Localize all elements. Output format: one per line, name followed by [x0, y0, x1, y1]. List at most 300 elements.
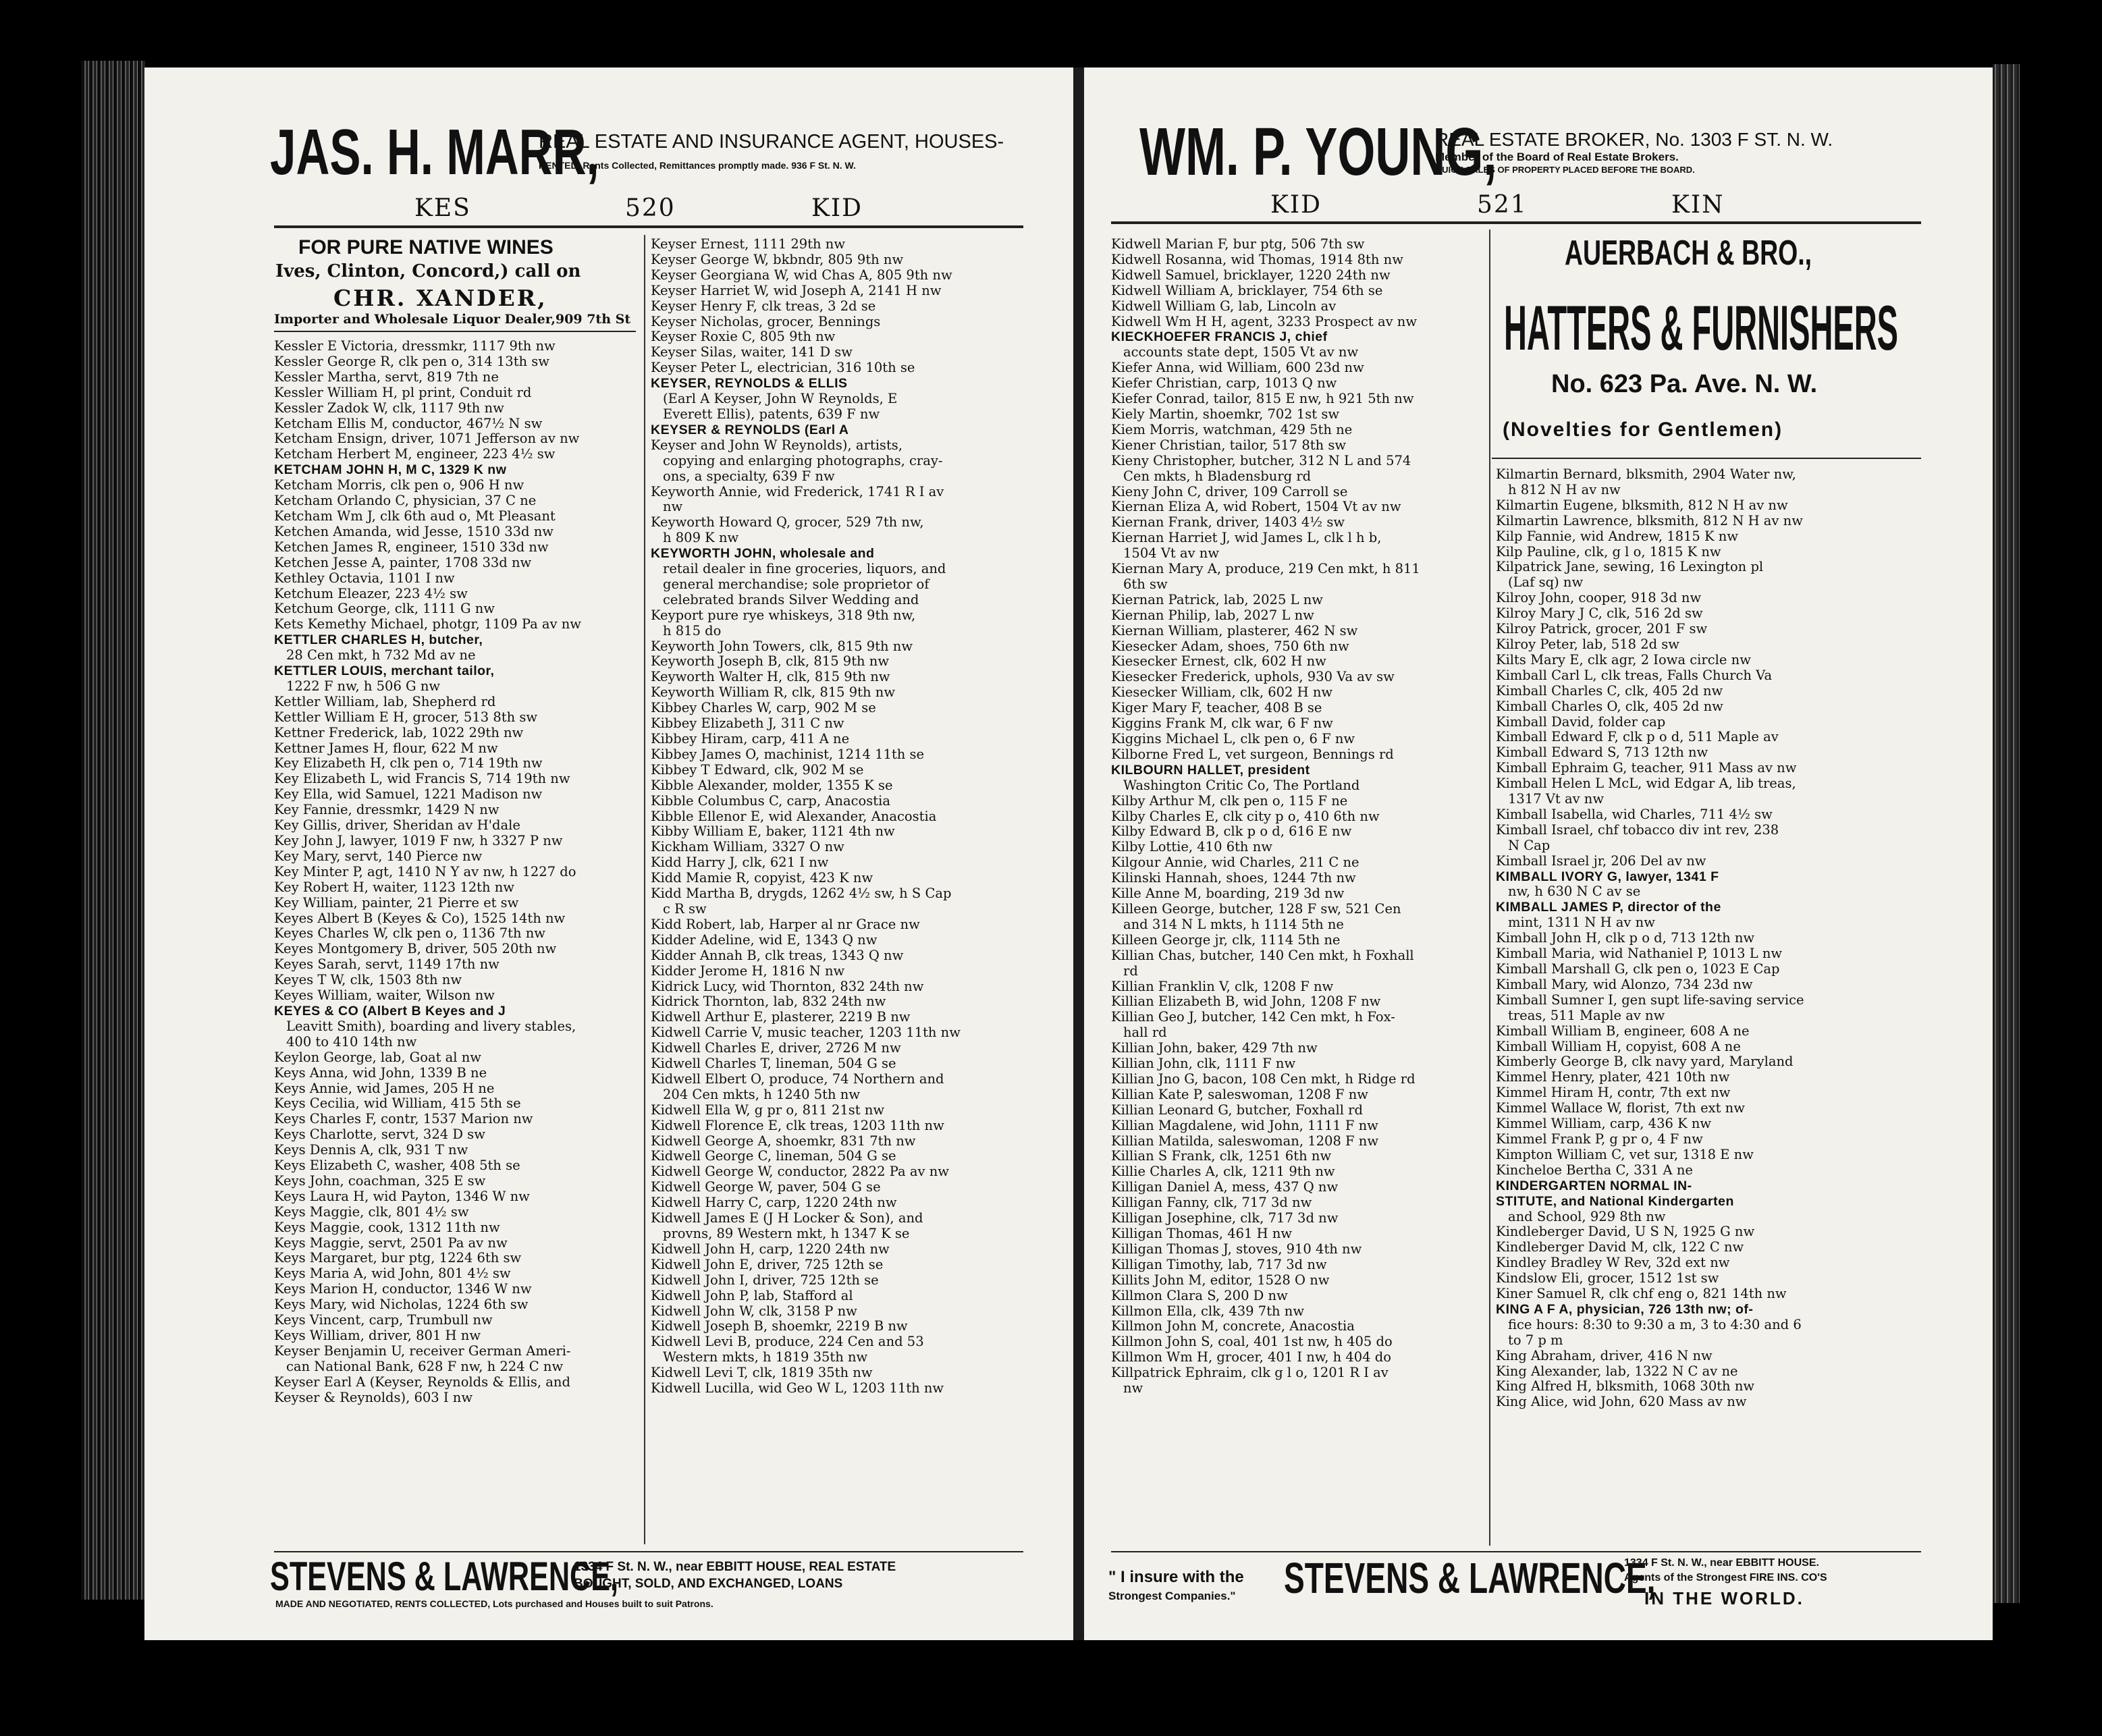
directory-line: KEYES & CO (Albert B Keyes and J — [274, 1003, 506, 1019]
directory-line: Kidwell George W, conductor, 2822 Pa av nw — [651, 1164, 949, 1180]
directory-line: nw — [1123, 1380, 1143, 1396]
directory-line: Killian Elizabeth B, wid John, 1208 F nw — [1111, 994, 1381, 1010]
directory-line: Kilmartin Bernard, blksmith, 2904 Water nw, — [1496, 466, 1796, 482]
directory-line: h 815 do — [663, 622, 722, 639]
directory-line: Keyes Charles W, clk pen o, 1136 7th nw — [274, 925, 545, 942]
directory-line: Ketchum George, clk, 1111 G nw — [274, 601, 495, 617]
directory-line: celebrated brands Silver Wedding and — [663, 591, 919, 607]
directory-line: Keyport pure rye whiskeys, 318 9th nw, — [651, 607, 916, 623]
directory-line: Kidwell John P, lab, Stafford al — [651, 1287, 853, 1303]
directory-line: Kidd Martha B, drygds, 1262 4½ sw, h S Cap — [651, 886, 952, 902]
directory-line: 400 to 410 14th nw — [286, 1033, 417, 1050]
directory-line: Key Elizabeth L, wid Francis S, 714 19th nw — [274, 771, 570, 787]
directory-line: Kibble Alexander, molder, 1355 K se — [651, 777, 893, 793]
directory-line: Killmon Ella, clk, 439 7th nw — [1111, 1303, 1305, 1319]
directory-line: 6th sw — [1123, 576, 1168, 592]
directory-line: Kimball Carl L, clk treas, Falls Church Va — [1496, 667, 1773, 683]
directory-line: Keys Charlotte, servt, 324 D sw — [274, 1127, 485, 1143]
directory-line: Kiesecker Frederick, uphols, 930 Va av sw — [1111, 669, 1395, 685]
directory-line: Killigan Thomas, 461 H nw — [1111, 1226, 1293, 1241]
directory-line: Kilinski Hannah, shoes, 1244 7th nw — [1111, 870, 1356, 886]
ad-line: CHR. XANDER, — [333, 285, 547, 311]
directory-line: Kidwell Lucilla, wid Geo W L, 1203 11th nw — [651, 1380, 944, 1396]
directory-line: (Laf sq) nw — [1508, 574, 1584, 591]
directory-line: Kidwell George A, shoemkr, 831 7th nw — [651, 1133, 916, 1149]
directory-line: Key Ella, wid Samuel, 1221 Madison nw — [274, 786, 543, 803]
directory-line: Killmon John S, coal, 401 1st nw, h 405 do — [1111, 1334, 1393, 1350]
directory-line: Killits John M, editor, 1528 O nw — [1111, 1272, 1330, 1288]
directory-line: Kincheloe Bertha C, 331 A ne — [1496, 1162, 1693, 1178]
directory-line: KEYSER & REYNOLDS (Earl A — [651, 422, 849, 437]
directory-line: Keyser Georgiana W, wid Chas A, 805 9th nw — [651, 267, 952, 283]
header-ad-line: QUICK SALES OF PROPERTY PLACED BEFORE THE BOARD. — [1435, 165, 1695, 175]
directory-line: Kimball Helen L McL, wid Edgar A, lib treas, — [1496, 776, 1796, 792]
directory-line: Kidder Adeline, wid E, 1343 Q nw — [651, 931, 878, 948]
directory-line: Keyser George W, bkbndr, 805 9th nw — [651, 251, 904, 267]
directory-line: Keyworth Annie, wid Frederick, 1741 R I av — [651, 483, 944, 499]
directory-line: KETCHAM JOHN H, M C, 1329 K nw — [274, 462, 507, 478]
directory-line: c R sw — [663, 900, 707, 917]
directory-line: Kets Kemethy Michael, photgr, 1109 Pa av nw — [274, 616, 581, 632]
directory-line: Killian Chas, butcher, 140 Cen mkt, h Foxhall — [1111, 947, 1414, 963]
directory-line: Killian Jno G, bacon, 108 Cen mkt, h Ridge rd — [1111, 1070, 1416, 1087]
directory-line: Kibbey James O, machinist, 1214 11th se — [651, 746, 925, 762]
footer-ad-line: 1334 F St. N. W., near EBBITT HOUSE. — [1624, 1557, 1819, 1569]
footer-advertiser-name: STEVENS & LAWRENCE, — [270, 1554, 619, 1599]
directory-line: Keylon George, lab, Goat al nw — [274, 1049, 481, 1065]
directory-line: Kimball Maria, wid Nathaniel P, 1013 L nw — [1496, 946, 1783, 962]
directory-line: Key Robert H, waiter, 1123 12th nw — [274, 879, 514, 895]
directory-line: Kimmel Frank P, g pr o, 4 F nw — [1496, 1131, 1703, 1147]
directory-line: Kethley Octavia, 1101 I nw — [274, 570, 455, 586]
directory-line: Keys Margaret, bur ptg, 1224 6th sw — [274, 1250, 522, 1266]
directory-line: Kimball Edward F, clk p o d, 511 Maple av — [1496, 729, 1779, 745]
directory-line: Kilmartin Eugene, blksmith, 812 N H av nw — [1496, 497, 1788, 513]
directory-line: Kidwell John I, driver, 725 12th se — [651, 1272, 879, 1288]
directory-line: copying and enlarging photographs, cray- — [663, 452, 943, 468]
directory-line: Kettner Frederick, lab, 1022 29th nw — [274, 724, 524, 740]
directory-line: Kidwell Marian F, bur ptg, 506 7th sw — [1111, 236, 1365, 252]
directory-line: Kidwell John W, clk, 3158 P nw — [651, 1303, 857, 1319]
directory-line: Kilby Lottie, 410 6th nw — [1111, 839, 1272, 855]
footer-quote: " I insure with the — [1108, 1568, 1244, 1586]
directory-line: Leavitt Smith), boarding and livery stables, — [286, 1018, 576, 1034]
listing-column — [1496, 467, 1804, 1410]
directory-line: Killeen George, butcher, 128 F sw, 521 Cen — [1111, 900, 1401, 917]
directory-line: Killigan Thomas J, stoves, 910 4th nw — [1111, 1241, 1362, 1257]
directory-line: Ketcham Wm J, clk 6th aud o, Mt Pleasant — [274, 508, 556, 524]
directory-line: rd — [1123, 962, 1138, 979]
directory-line: Kilmartin Lawrence, blksmith, 812 N H av nw — [1496, 512, 1803, 528]
directory-line: Key Mary, servt, 140 Pierce nw — [274, 848, 483, 864]
directory-line: Kidwell Rosanna, wid Thomas, 1914 8th nw — [1111, 251, 1403, 267]
directory-line: Kiernan Eliza A, wid Robert, 1504 Vt av nw — [1111, 499, 1401, 515]
ad-line: (Novelties for Gentlemen) — [1503, 418, 1783, 441]
directory-line: Kindleberger David, U S N, 1925 G nw — [1496, 1224, 1755, 1240]
directory-line: Keyser Benjamin U, receiver German Ameri- — [274, 1342, 571, 1359]
directory-line: mint, 1311 N H av nw — [1508, 915, 1655, 931]
running-head-right: KIN — [1671, 191, 1725, 219]
directory-line: Keys William, driver, 801 H nw — [274, 1328, 481, 1343]
directory-line: Keys Maggie, servt, 2501 Pa av nw — [274, 1235, 508, 1251]
directory-line: Kiernan Patrick, lab, 2025 L nw — [1111, 591, 1323, 607]
directory-line: 28 Cen mkt, h 732 Md av ne — [286, 647, 476, 663]
footer-ad-line: 1334 F St. N. W., near EBBITT HOUSE, REAL ESTATE — [574, 1560, 896, 1574]
directory-line: KEYWORTH JOHN, wholesale and — [651, 546, 875, 562]
directory-line: Kindslow Eli, grocer, 1512 1st sw — [1496, 1270, 1719, 1286]
directory-line: provns, 89 Western mkt, h 1347 K se — [663, 1226, 910, 1241]
directory-line: Killian Franklin V, clk, 1208 F nw — [1111, 978, 1334, 994]
listing-column — [1111, 237, 1420, 1396]
running-head-right: KID — [811, 194, 863, 222]
directory-line: Ketchen Amanda, wid Jesse, 1510 33d nw — [274, 523, 554, 539]
directory-line: Kiernan Philip, lab, 2027 L nw — [1111, 607, 1314, 623]
directory-line: Killian Kate P, saleswoman, 1208 F nw — [1111, 1086, 1368, 1102]
footer-advertiser-name: STEVENS & LAWRENCE, — [1284, 1554, 1656, 1602]
directory-line: Kidwell Charles T, lineman, 504 G se — [651, 1056, 896, 1072]
directory-line: Ketcham Morris, clk pen o, 906 H nw — [274, 477, 524, 493]
running-head-left: KES — [414, 194, 471, 222]
directory-line: Key William, painter, 21 Pierre et sw — [274, 894, 519, 911]
directory-line: Keyser Earl A (Keyser, Reynolds & Ellis, and — [274, 1374, 570, 1390]
directory-line: Keyser Henry F, clk treas, 3 2d se — [651, 298, 876, 314]
directory-line: Ketchen Jesse A, painter, 1708 33d nw — [274, 554, 532, 570]
directory-line: Keys Cecilia, wid William, 415 5th se — [274, 1095, 521, 1112]
directory-line: Kiesecker William, clk, 602 H nw — [1111, 684, 1333, 701]
directory-line: Killian S Frank, clk, 1251 6th nw — [1111, 1148, 1332, 1164]
directory-line: Cen mkts, h Bladensburg rd — [1123, 468, 1312, 484]
directory-line: Key Fannie, dressmkr, 1429 N nw — [274, 802, 500, 818]
directory-line: Kilts Mary E, clk agr, 2 Iowa circle nw — [1496, 651, 1751, 668]
directory-line: Killmon Wm H, grocer, 401 I nw, h 404 do — [1111, 1349, 1392, 1365]
directory-line: Ketcham Ensign, driver, 1071 Jefferson av nw — [274, 431, 580, 447]
directory-line: Keys Mary, wid Nicholas, 1224 6th sw — [274, 1297, 529, 1313]
directory-line: Keys Annie, wid James, 205 H ne — [274, 1080, 495, 1096]
directory-line: Kimball Charles O, clk, 405 2d nw — [1496, 698, 1723, 714]
directory-line: Killigan Timothy, lab, 717 3d nw — [1111, 1256, 1327, 1272]
footer-ad-line: Agents of the Strongest FIRE INS. CO'S — [1624, 1572, 1827, 1583]
directory-line: Kiefer Anna, wid William, 600 23d nw — [1111, 360, 1364, 376]
directory-line: Kilby Edward B, clk p o d, 616 E nw — [1111, 823, 1352, 840]
directory-line: Kilgour Annie, wid Charles, 211 C ne — [1111, 855, 1359, 871]
directory-line: Kibbey Hiram, carp, 411 A ne — [651, 731, 850, 747]
page-number: 521 — [1477, 191, 1528, 219]
directory-line: Kilpatrick Jane, sewing, 16 Lexington pl — [1496, 559, 1764, 575]
directory-line: Kimball William B, engineer, 608 A ne — [1496, 1023, 1750, 1039]
directory-line: Keyser & Reynolds), 603 I nw — [274, 1389, 473, 1405]
directory-line: Keys Maggie, cook, 1312 11th nw — [274, 1219, 500, 1235]
directory-line: Key Gillis, driver, Sheridan av H'dale — [274, 817, 520, 834]
directory-line: Keyser Peter L, electrician, 316 10th se — [651, 360, 915, 376]
directory-line: Kindley Bradley W Rev, 32d ext nw — [1496, 1255, 1730, 1271]
directory-line: Keys Dennis A, clk, 931 T nw — [274, 1142, 468, 1158]
directory-line: h 812 N H av nw — [1508, 481, 1621, 497]
directory-line: Washington Critic Co, The Portland — [1123, 777, 1360, 793]
directory-line: KETTLER LOUIS, merchant tailor, — [274, 663, 495, 679]
directory-line: hall rd — [1123, 1025, 1167, 1041]
directory-line: N Cap — [1508, 837, 1551, 853]
directory-line: Kiesecker Ernest, clk, 602 H nw — [1111, 653, 1326, 670]
directory-line: Keyser Ernest, 1111 29th nw — [651, 236, 846, 252]
directory-line: Kettner James H, flour, 622 M nw — [274, 740, 498, 756]
directory-line: Kilroy John, cooper, 918 3d nw — [1496, 590, 1702, 606]
directory-line: Kidd Mamie R, copyist, 423 K nw — [651, 870, 873, 886]
directory-line: KINDERGARTEN NORMAL IN- — [1496, 1178, 1692, 1193]
directory-line: Keyes William, waiter, Wilson nw — [274, 987, 495, 1004]
directory-line: Kidwell George C, lineman, 504 G se — [651, 1148, 896, 1164]
directory-line: STITUTE, and National Kindergarten — [1496, 1193, 1734, 1209]
directory-line: King Alfred H, blksmith, 1068 30th nw — [1496, 1378, 1755, 1394]
directory-line: ons, a specialty, 639 F nw — [663, 468, 835, 484]
directory-line: h 809 K nw — [663, 530, 739, 546]
directory-line: Key Elizabeth H, clk pen o, 714 19th nw — [274, 755, 543, 771]
directory-line: Kilborne Fred L, vet surgeon, Bennings rd — [1111, 746, 1394, 762]
directory-line: Keyes Albert B (Keyes & Co), 1525 14th nw — [274, 910, 566, 926]
directory-line: Keyser Roxie C, 805 9th nw — [651, 329, 836, 345]
right-page — [1084, 67, 1993, 1640]
directory-line: Kidwell Elbert O, produce, 74 Northern and — [651, 1070, 944, 1087]
directory-line: Keyes Montgomery B, driver, 505 20th nw — [274, 941, 557, 957]
ad-line: Importer and Wholesale Liquor Dealer,909 7th St — [274, 312, 631, 327]
directory-line: Western mkts, h 1819 35th nw — [663, 1349, 868, 1365]
directory-line: Kimball Charles C, clk, 405 2d nw — [1496, 682, 1723, 699]
directory-line: Killpatrick Ephraim, clk g l o, 1201 R I av — [1111, 1365, 1389, 1381]
directory-line: KIMBALL JAMES P, director of the — [1496, 900, 1721, 915]
directory-line: Kiggins Frank M, clk war, 6 F nw — [1111, 715, 1333, 732]
directory-line: Kilby Charles E, clk city p o, 410 6th nw — [1111, 808, 1380, 824]
directory-line: Keys Anna, wid John, 1339 B ne — [274, 1064, 487, 1081]
directory-line: Kidwell George W, paver, 504 G se — [651, 1179, 881, 1195]
footer-rule — [1111, 1551, 1921, 1552]
header-ad-line: Member of the Board of Real Estate Brokers. — [1435, 151, 1679, 163]
directory-line: Keys Vincent, carp, Trumbull nw — [274, 1312, 493, 1328]
directory-line: Kiernan Mary A, produce, 219 Cen mkt, h 811 — [1111, 561, 1420, 577]
directory-line: Killian Matilda, saleswoman, 1208 F nw — [1111, 1133, 1379, 1149]
directory-line: treas, 511 Maple av nw — [1508, 1007, 1665, 1023]
directory-line: Kilby Arthur M, clk pen o, 115 F ne — [1111, 792, 1348, 809]
footer-ad-line: BOUGHT, SOLD, AND EXCHANGED, LOANS — [574, 1577, 843, 1591]
directory-line: Kimball John H, clk p o d, 713 12th nw — [1496, 930, 1755, 946]
directory-line: Keys Maggie, clk, 801 4½ sw — [274, 1203, 469, 1220]
running-head-left: KID — [1270, 191, 1322, 219]
directory-line: Killian Geo J, butcher, 142 Cen mkt, h Fox- — [1111, 1009, 1395, 1025]
directory-line: Kilroy Peter, lab, 518 2d sw — [1496, 636, 1680, 652]
directory-line: Kimball David, folder cap — [1496, 713, 1666, 730]
directory-line: (Earl A Keyser, John W Reynolds, E — [663, 391, 898, 407]
directory-line: Kettler William E H, grocer, 513 8th sw — [274, 709, 538, 725]
directory-line: Keyser and John W Reynolds), artists, — [651, 437, 902, 453]
directory-line: Kimmel William, carp, 436 K nw — [1496, 1116, 1712, 1132]
directory-line: Keyworth William R, clk, 815 9th nw — [651, 684, 896, 701]
directory-line: Kidd Harry J, clk, 621 I nw — [651, 855, 829, 871]
directory-line: Key Minter P, agt, 1410 N Y av nw, h 1227 do — [274, 863, 576, 879]
directory-line: Kieny Christopher, butcher, 312 N L and 574 — [1111, 452, 1411, 468]
directory-line: Killigan Josephine, clk, 717 3d nw — [1111, 1210, 1339, 1226]
directory-line: Kidwell Florence E, clk treas, 1203 11th nw — [651, 1117, 944, 1133]
directory-line: Kettler William, lab, Shepherd rd — [274, 693, 496, 709]
header-advertiser-name: WM. P. YOUNG, — [1139, 114, 1497, 190]
directory-line: Kilroy Mary J C, clk, 516 2d sw — [1496, 605, 1703, 622]
directory-line: nw — [663, 499, 683, 515]
directory-line: Killigan Daniel A, mess, 437 Q nw — [1111, 1179, 1339, 1195]
directory-line: Ketchen James R, engineer, 1510 33d nw — [274, 539, 549, 555]
directory-line: Kidwell Charles E, driver, 2726 M nw — [651, 1040, 901, 1056]
directory-line: Kidwell James E (J H Locker & Son), and — [651, 1210, 923, 1226]
directory-line: Kidrick Lucy, wid Thornton, 832 24th nw — [651, 978, 924, 994]
directory-line: Kiely Martin, shoemkr, 702 1st sw — [1111, 406, 1340, 422]
footer-ad-line: MADE AND NEGOTIATED, RENTS COLLECTED, Lots purchased and Houses built to suit Patrons. — [275, 1598, 713, 1609]
directory-line: Kilroy Patrick, grocer, 201 F sw — [1496, 621, 1708, 637]
directory-line: Kibbey T Edward, clk, 902 M se — [651, 761, 864, 778]
directory-line: Kiger Mary F, teacher, 408 B se — [1111, 700, 1322, 716]
directory-line: Kimball Edward S, 713 12th nw — [1496, 744, 1708, 761]
directory-line: Kilp Pauline, clk, g l o, 1815 K nw — [1496, 543, 1721, 560]
directory-line: Killian Magdalene, wid John, 1111 F nw — [1111, 1117, 1378, 1133]
footer-quote: Strongest Companies." — [1108, 1590, 1236, 1602]
directory-line: Kimberly George B, clk navy yard, Maryland — [1496, 1054, 1794, 1070]
directory-line: Kidwell John H, carp, 1220 24th nw — [651, 1241, 890, 1257]
directory-line: Killie Charles A, clk, 1211 9th nw — [1111, 1164, 1335, 1180]
directory-line: 204 Cen mkts, h 1240 5th nw — [663, 1086, 861, 1102]
directory-line: Kidwell Joseph B, shoemkr, 2219 B nw — [651, 1318, 908, 1334]
directory-line: 1504 Vt av nw — [1123, 545, 1220, 562]
ad-line: No. 623 Pa. Ave. N. W. — [1551, 370, 1818, 398]
directory-line: general merchandise; sole proprietor of — [663, 576, 929, 592]
directory-line: Ketchum Eleazer, 223 4½ sw — [274, 585, 468, 601]
directory-line: Killian John, baker, 429 7th nw — [1111, 1040, 1318, 1056]
header-rule — [274, 225, 1023, 228]
directory-line: Kimball Sumner I, gen supt life-saving service — [1496, 992, 1804, 1008]
directory-line: Kidder Jerome H, 1816 N nw — [651, 962, 845, 979]
ad-line: Ives, Clinton, Concord,) call on — [275, 261, 581, 281]
page-number: 520 — [625, 194, 676, 222]
directory-line: retail dealer in fine groceries, liquors, and — [663, 561, 946, 577]
directory-line: Kessler William H, pl print, Conduit rd — [274, 384, 532, 400]
directory-line: Kille Anne M, boarding, 219 3d nw — [1111, 886, 1345, 902]
directory-line: Kidwell Levi T, clk, 1819 35th nw — [651, 1365, 873, 1381]
directory-line: King Alice, wid John, 620 Mass av nw — [1496, 1394, 1747, 1410]
directory-line: Keyworth John Towers, clk, 815 9th nw — [651, 638, 913, 654]
directory-line: Keyes T W, clk, 1503 8th nw — [274, 972, 462, 988]
page-stack-edge-right — [1993, 64, 2020, 1603]
directory-line: Everett Ellis), patents, 639 F nw — [663, 406, 880, 422]
directory-line: Kindleberger David M, clk, 122 C nw — [1496, 1239, 1744, 1255]
header-rule — [1111, 221, 1921, 224]
header-advertiser-name: JAS. H. MARR, — [270, 116, 599, 188]
directory-line: Kessler Martha, servt, 819 7th ne — [274, 369, 499, 385]
directory-line: Kidwell Levi B, produce, 224 Cen and 53 — [651, 1334, 924, 1350]
directory-line: Kimball William H, copyist, 608 A ne — [1496, 1038, 1741, 1054]
directory-line: Kiernan Frank, driver, 1403 4½ sw — [1111, 514, 1345, 531]
directory-line: Kiernan Harriet J, wid James L, clk l h b, — [1111, 530, 1382, 546]
directory-line: Kiefer Conrad, tailor, 815 E nw, h 921 5th nw — [1111, 391, 1414, 407]
directory-line: Kiernan William, plasterer, 462 N sw — [1111, 622, 1358, 639]
directory-line: KIMBALL IVORY G, lawyer, 1341 F — [1496, 869, 1719, 884]
column-divider — [1489, 229, 1490, 1546]
header-ad-line: RENTED, Rents Collected, Remittances promptly made. 936 F St. N. W. — [539, 160, 856, 171]
directory-line: Kidwell William G, lab, Lincoln av — [1111, 298, 1337, 314]
directory-line: Kimmel Wallace W, florist, 7th ext nw — [1496, 1100, 1745, 1116]
directory-line: Kessler Zadok W, clk, 1117 9th nw — [274, 400, 504, 416]
directory-line: Keyworth Howard Q, grocer, 529 7th nw, — [651, 514, 924, 531]
directory-line: Kimpton William C, vet sur, 1318 E nw — [1496, 1146, 1754, 1162]
ad-line: AUERBACH & BRO., — [1565, 234, 1812, 273]
directory-line: Kieny John C, driver, 109 Carroll se — [1111, 483, 1348, 499]
directory-line: Killeen George jr, clk, 1114 5th ne — [1111, 931, 1341, 948]
directory-line: Keys Charles F, contr, 1537 Marion nw — [274, 1111, 533, 1127]
ad-rule — [274, 331, 636, 332]
directory-line: Kidwell John E, driver, 725 12th se — [651, 1256, 884, 1272]
directory-line: Kidder Annah B, clk treas, 1343 Q nw — [651, 947, 904, 963]
directory-line: Keys Maria A, wid John, 801 4½ sw — [274, 1266, 511, 1282]
directory-line: Kiesecker Adam, shoes, 750 6th nw — [1111, 638, 1349, 654]
directory-line: Kidwell Ella W, g pr o, 811 21st nw — [651, 1102, 885, 1118]
directory-line: Key John J, lawyer, 1019 F nw, h 3327 P nw — [274, 833, 563, 848]
directory-line: Ketcham Orlando C, physician, 37 C ne — [274, 493, 537, 509]
directory-line: and School, 929 8th nw — [1508, 1208, 1666, 1224]
directory-line: Kiener Christian, tailor, 517 8th sw — [1111, 437, 1347, 453]
directory-line: Keyworth Walter H, clk, 815 9th nw — [651, 669, 890, 685]
directory-line: Kidrick Thornton, lab, 832 24th nw — [651, 994, 886, 1010]
directory-line: Kimball Israel, chf tobacco div int rev, 238 — [1496, 821, 1779, 838]
directory-line: Kidd Robert, lab, Harper al nr Grace nw — [651, 916, 920, 932]
ad-line: HATTERS & FURNISHERS — [1504, 292, 1899, 363]
directory-line: Keys John, coachman, 325 E sw — [274, 1172, 486, 1189]
directory-line: Killmon Clara S, 200 D nw — [1111, 1287, 1288, 1303]
directory-line: Kibbey Elizabeth J, 311 C nw — [651, 715, 844, 732]
directory-line: nw, h 630 N C av se — [1508, 884, 1641, 900]
directory-line: Kidwell Carrie V, music teacher, 1203 11th nw — [651, 1025, 961, 1041]
directory-line: Keys Laura H, wid Payton, 1346 W nw — [274, 1188, 530, 1204]
directory-line: Killian Leonard G, butcher, Foxhall rd — [1111, 1102, 1363, 1118]
directory-line: Killigan Fanny, clk, 717 3d nw — [1111, 1195, 1312, 1211]
directory-line: Kessler E Victoria, dressmkr, 1117 9th nw — [274, 338, 556, 354]
directory-line: accounts state dept, 1505 Vt av nw — [1123, 344, 1359, 360]
directory-line: Ketcham Ellis M, conductor, 467½ N sw — [274, 415, 543, 431]
directory-line: 1317 Vt av nw — [1508, 791, 1605, 807]
directory-line: Kibble Columbus C, carp, Anacostia — [651, 792, 890, 809]
listing-column — [274, 339, 581, 1406]
directory-line: Kibbey Charles W, carp, 902 M se — [651, 700, 876, 716]
book-gutter — [1073, 67, 1084, 1640]
directory-line: Keyser Nicholas, grocer, Bennings — [651, 313, 881, 329]
directory-line: Kessler George R, clk pen o, 314 13th sw — [274, 353, 549, 369]
directory-line: to 7 p m — [1508, 1332, 1563, 1348]
directory-line: KING A F A, physician, 726 13th nw; of- — [1496, 1301, 1754, 1317]
directory-line: Kimball Israel jr, 206 Del av nw — [1496, 852, 1706, 869]
directory-line: 1222 F nw, h 506 G nw — [286, 678, 441, 694]
directory-line: Keyser Silas, waiter, 141 D sw — [651, 344, 853, 360]
directory-line: Kickham William, 3327 O nw — [651, 839, 844, 855]
directory-line: Kimmel Hiram H, contr, 7th ext nw — [1496, 1085, 1731, 1101]
directory-line: Kiner Samuel R, clk chf eng o, 821 14th nw — [1496, 1286, 1787, 1302]
directory-line: Kiefer Christian, carp, 1013 Q nw — [1111, 375, 1337, 391]
ad-line: FOR PURE NATIVE WINES — [298, 236, 554, 259]
directory-line: and 314 N L mkts, h 1114 5th ne — [1123, 916, 1344, 932]
footer-ad-line: IN THE WORLD. — [1644, 1588, 1804, 1608]
footer-rule — [274, 1551, 1023, 1552]
directory-line: Kidwell Harry C, carp, 1220 24th nw — [651, 1195, 897, 1211]
directory-line: Kibby William E, baker, 1121 4th nw — [651, 823, 895, 840]
listing-column — [651, 237, 961, 1396]
directory-line: Kidwell William A, bricklayer, 754 6th se — [1111, 282, 1383, 298]
left-page — [144, 67, 1073, 1640]
directory-line: Kimball Marshall G, clk pen o, 1023 E Cap — [1496, 961, 1780, 977]
page-stack-edge-left — [81, 61, 145, 1600]
directory-line: KIECKHOEFER FRANCIS J, chief — [1111, 329, 1328, 345]
directory-line: Keys Elizabeth C, washer, 408 5th se — [274, 1158, 520, 1174]
directory-line: KEYSER, REYNOLDS & ELLIS — [651, 376, 848, 391]
